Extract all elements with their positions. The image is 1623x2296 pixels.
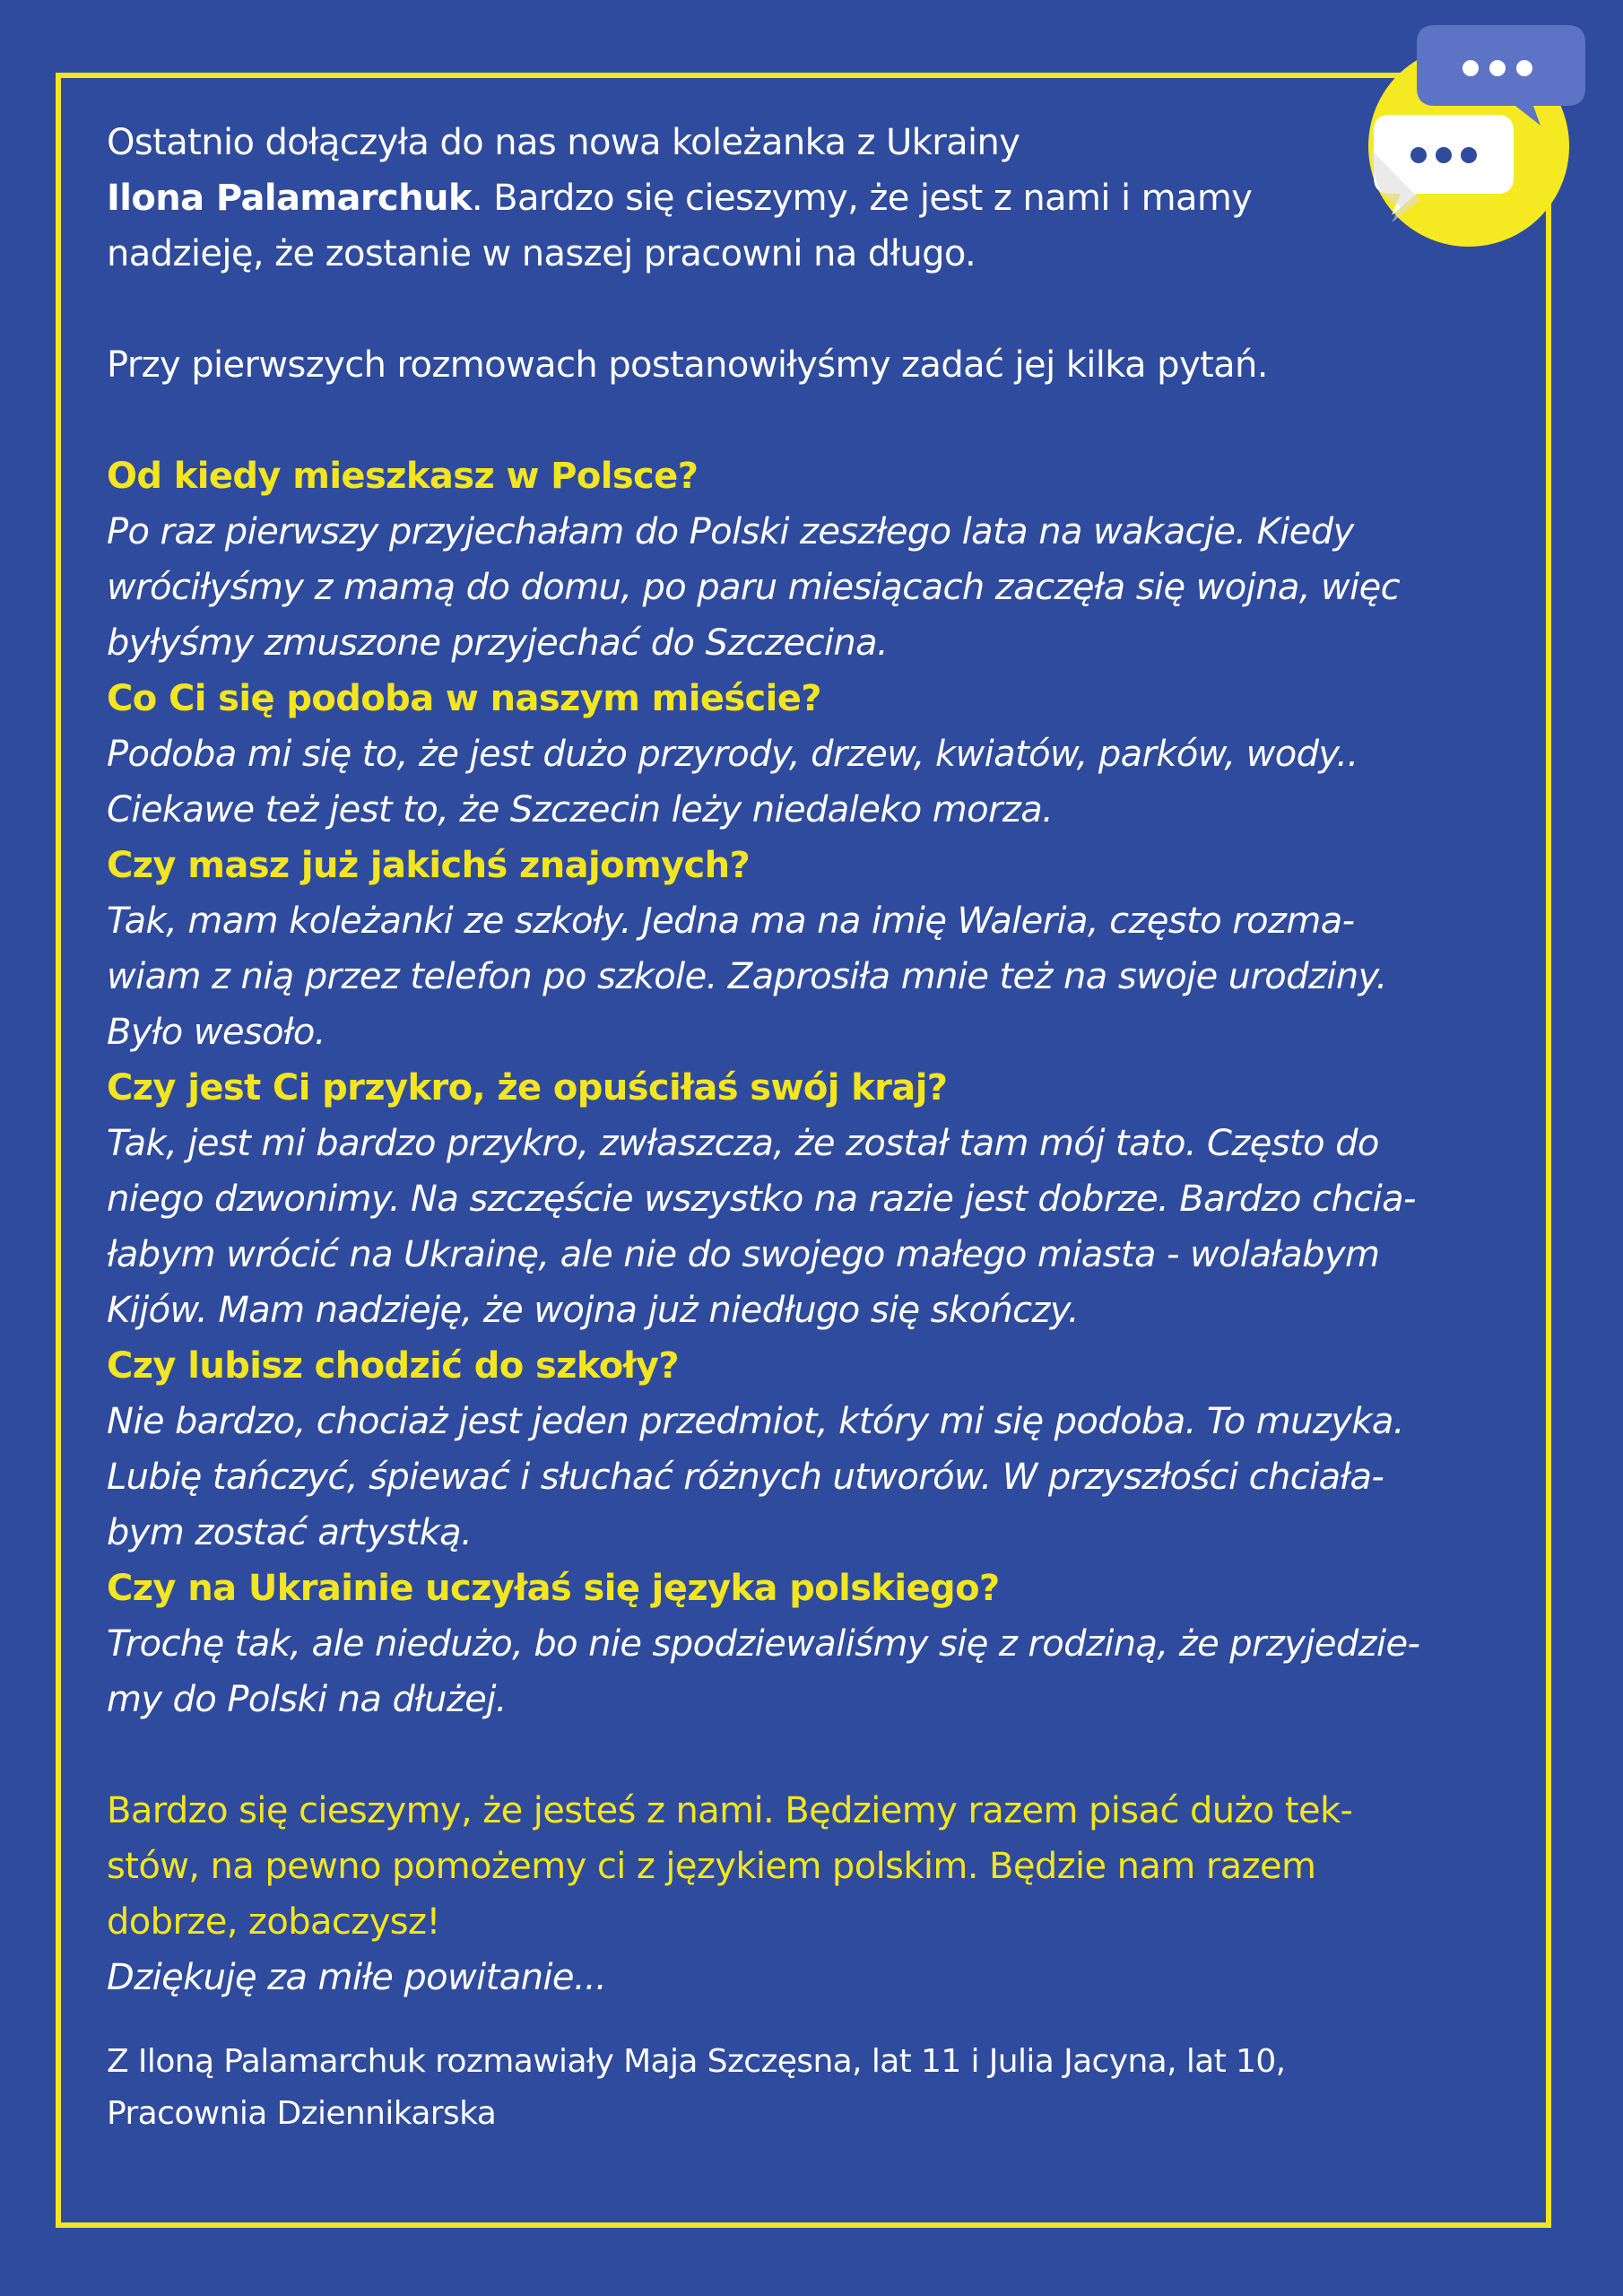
answer-line: wróciłyśmy z mamą do domu, po paru miesiącach zaczęła się wojna, więc — [107, 567, 1401, 608]
answer-line: Było wesoło. — [107, 1012, 325, 1053]
closing-line: dobrze, zobaczysz! — [107, 1901, 440, 1943]
answer-line: Kijów. Mam nadzieję, że wojna już niedługo się skończy. — [107, 1290, 1079, 1331]
answer-line: byłyśmy zmuszone przyjechać do Szczecina. — [107, 622, 889, 664]
closing-line: stów, na pewno pomożemy ci z językiem polskim. Będzie nam razem — [107, 1846, 1316, 1887]
question: Co Ci się podoba w naszym mieście? — [107, 678, 821, 719]
article-body — [107, 115, 1488, 2140]
intro-line: Ilona Palamarchuk. Bardzo się cieszymy, że jest z nami i mamy — [107, 178, 1253, 219]
question: Czy na Ukrainie uczyłaś się języka polskiego? — [107, 1568, 1000, 1609]
credit-line: Pracownia Dziennikarska — [107, 2095, 497, 2132]
intro-line: nadzieję, że zostanie w naszej pracowni na długo. — [107, 233, 976, 274]
question: Czy lubisz chodzić do szkoły? — [107, 1345, 679, 1387]
answer-line: niego dzwonimy. Na szczęście wszystko na razie jest dobrze. Bardzo chcia- — [107, 1178, 1416, 1220]
answer-line: my do Polski na dłużej. — [107, 1679, 507, 1720]
question: Czy masz już jakichś znajomych? — [107, 845, 751, 886]
answer-line: Tak, jest mi bardzo przykro, zwłaszcza, że został tam mój tato. Często do — [107, 1123, 1379, 1164]
question: Czy jest Ci przykro, że opuściłaś swój kraj? — [107, 1067, 948, 1109]
question: Od kiedy mieszkasz w Polsce? — [107, 456, 699, 497]
answer-line: Nie bardzo, chociaż jest jeden przedmiot, który mi się podoba. To muzyka. — [107, 1401, 1404, 1442]
answer-line: Ciekawe też jest to, że Szczecin leży niedaleko morza. — [107, 789, 1054, 831]
answer-line: Trochę tak, ale niedużo, bo nie spodziewaliśmy się z rodziną, że przyjedzie- — [107, 1623, 1420, 1665]
answer-line: Tak, mam koleżanki ze szkoły. Jedna ma na imię Waleria, często rozma- — [107, 900, 1355, 942]
answer-line: łabym wrócić na Ukrainę, ale nie do swojego małego miasta - wolałabym — [107, 1234, 1380, 1275]
lead-text: Przy pierwszych rozmowach postanowiłyśmy zadać jej kilka pytań. — [107, 344, 1268, 386]
closing-line: Bardzo się cieszymy, że jesteś z nami. Będziemy razem pisać dużo tek- — [107, 1790, 1353, 1831]
answer-line: bym zostać artystką. — [107, 1512, 473, 1553]
answer-line: Lubię tańczyć, śpiewać i słuchać różnych utworów. W przyszłości chciała- — [107, 1457, 1384, 1498]
reply-line: Dziękuję za miłe powitanie... — [107, 1957, 607, 1998]
answer-line: Po raz pierwszy przyjechałam do Polski zeszłego lata na wakacje. Kiedy — [107, 511, 1354, 552]
answer-line: Podoba mi się to, że jest dużo przyrody, drzew, kwiatów, parków, wody.. — [107, 734, 1358, 775]
intro-line: Ostatnio dołączyła do nas nowa koleżanka z Ukrainy — [107, 122, 1020, 163]
answer-line: wiam z nią przez telefon po szkole. Zaprosiła mnie też na swoje urodziny. — [107, 956, 1387, 997]
credit-line: Z Iloną Palamarchuk rozmawiały Maja Szczęsna, lat 11 i Julia Jacyna, lat 10, — [107, 2043, 1286, 2080]
interviewee-name: Ilona Palamarchuk — [107, 178, 472, 219]
